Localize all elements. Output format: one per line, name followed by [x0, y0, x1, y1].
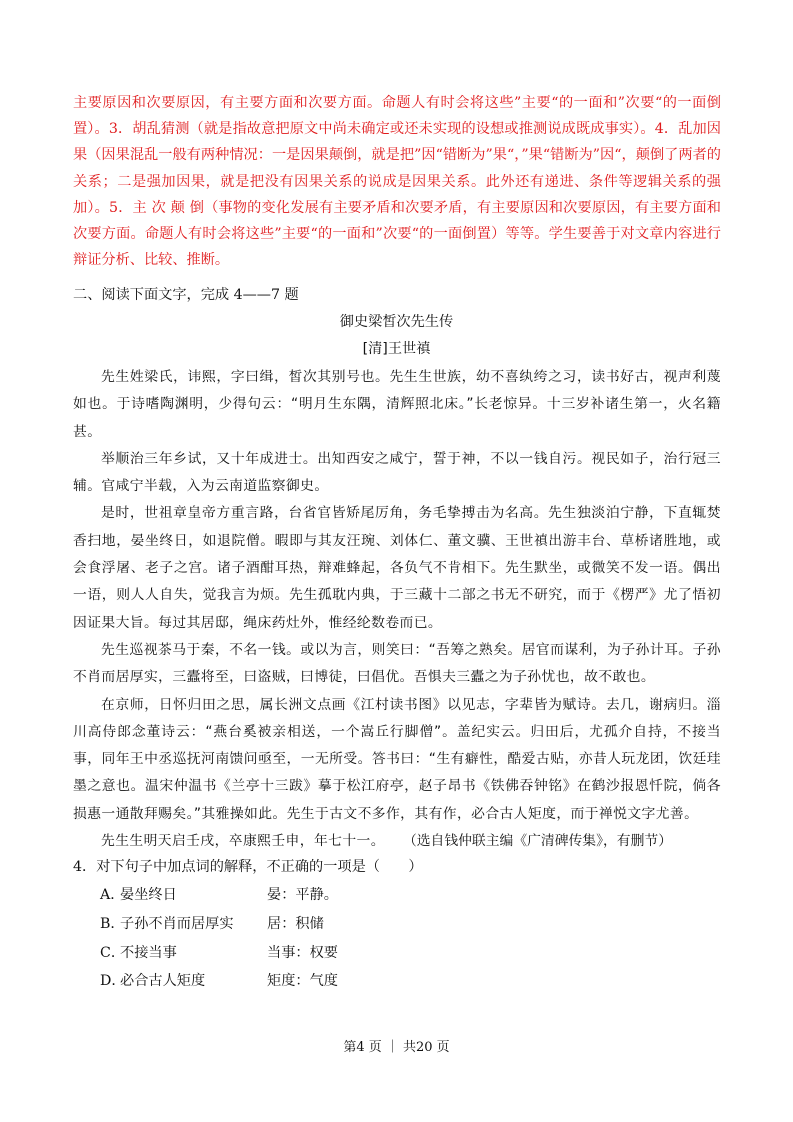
option-text: 晏坐终日	[120, 887, 177, 904]
article-paragraph: 先生生明天启壬戌，卒康熙壬申，年七十一。	[101, 833, 385, 850]
option-gloss: 矩度：气度	[267, 973, 338, 990]
question-options	[100, 880, 338, 995]
option-c	[100, 937, 338, 966]
article-paragraph: 举顺治三年乡试，又十年成进士。出知西安之咸宁，誓于神，不以一钱自污。视民如子，治行冠三辅。官咸宁半载，入为云南道监察御史。	[73, 450, 721, 495]
article-paragraph: 在京师，日怀归田之思，属长洲文点画《江村读书图》以见志，字辈皆为赋诗。去几，谢病归。淄川高侍郎念董诗云：“燕台奚被亲相送，一个嵩丘行脚僧”。盖纪实云。归田后，尤孤介自持，不接当事，同年王中丞巡抚河南馈问亟至，一无所受。答书曰：“生有癖性，酷爱古贴，亦昔人玩龙团，饮廷珪墨之意也。温宋仲温书《兰亭十三跋》摹于松江府亭，赵子昂书《铁佛吞钟铭》在鹤沙报恩忏院，倘各损惠一通散拜赐矣。”其雅操如此。先生于古文不多作，其有作，必合古人矩度，而于禅悦文字尤善。	[73, 696, 721, 822]
option-label: B．	[100, 916, 125, 933]
article-body	[73, 364, 721, 855]
option-d	[100, 966, 338, 995]
option-text: 必合古人矩度	[120, 973, 206, 990]
option-text: 子孙不肖而居厚实	[120, 916, 234, 933]
option-label: D．	[100, 973, 126, 990]
article-source: （选自钱仲联主编《广清碑传集》，有删节）	[402, 833, 672, 849]
intro-red-text: 主要原因和次要原因，有主要方面和次要方面。命题人有时会将这些”主要“的一面和”次要“的一面倒置）。3．胡乱猜测（就是指故意把原文中尚未确定或还未实现的设想或推测说成既成事实）。4．乱加因果（因果混乱一般有两种情况：一是因果颠倒，就是把”因“错断为”果“，”果“错断为”因“，颠倒了两者的关系；二是强加因果，就是把没有因果关系的说成是因果关系。此外还有递进、条件等逻辑关系的强加）。5．主 次 颠 倒（事物的变化发展有主要矛盾和次要矛盾，有主要原因和次要原因，有主要方面和次要方面。命题人有时会将这些”主要“的一面和”次要“的一面倒置）等等。学生要善于对文章内容进行辩证分析、比较、推断。	[73, 95, 721, 269]
article-paragraph: 先生巡视茶马于秦，不名一钱。或以为言，则笑曰：“吾筹之熟矣。居官而谋利，为子孙计耳。子孙不肖而居厚实，三蠹将至，曰盗贼，曰博徒，曰倡优。吾惧夫三蠹之为子孙忧也，故不敢也。	[73, 641, 721, 686]
article-title: 御史梁皙次先生传	[339, 314, 454, 330]
option-b	[100, 909, 338, 938]
section-heading: 二、阅读下面文字，完成 4——7 题	[73, 287, 299, 303]
option-gloss: 居：积储	[267, 916, 324, 933]
article-paragraph: 先生姓梁氏，讳熙，字曰缉，皙次其别号也。先生生世族，幼不喜纨绔之习，读书好古，视声利蔑如也。于诗嗜陶渊明，少得句云：“明月生东隅，清辉照北床。”长老惊异。十三岁补诸生第一，火名籍甚。	[73, 369, 721, 440]
article-author: [清]王世禛	[362, 341, 431, 357]
option-label: C．	[100, 944, 126, 961]
option-gloss: 当事：权要	[267, 944, 338, 961]
question-stem: 4．对下句子中加点词的解释，不正确的一项是（ ）	[73, 859, 423, 875]
option-text: 不接当事	[120, 944, 177, 961]
option-a	[100, 880, 338, 909]
article-paragraph: 是时，世祖章皇帝方重言路，台省官皆矫尾厉角，务毛挚搏击为名高。先生独淡泊宁静，下直辄焚香扫地，晏坐终日，如退院僧。暇即与其友汪琬、刘体仁、董文骥、王世禛出游丰台、草桥诸胜地，或会食浮屠、老子之宫。诸子酒酣耳热，辩难蜂起，各负气不肯相下。先生默坐，或微笑不发一语。偶出一语，则人人自失，觉我言为烦。先生孤耽内典，于三藏十二部之书无不研究，而于《楞严》尤了悟初因证果大旨。每过其居邸，绳床药灶外，惟经纶数卷而已。	[73, 505, 721, 631]
option-gloss: 晏：平静。	[267, 887, 338, 904]
option-label: A．	[100, 887, 125, 904]
page-footer: 第4 页 ｜ 共20 页	[343, 1040, 450, 1055]
